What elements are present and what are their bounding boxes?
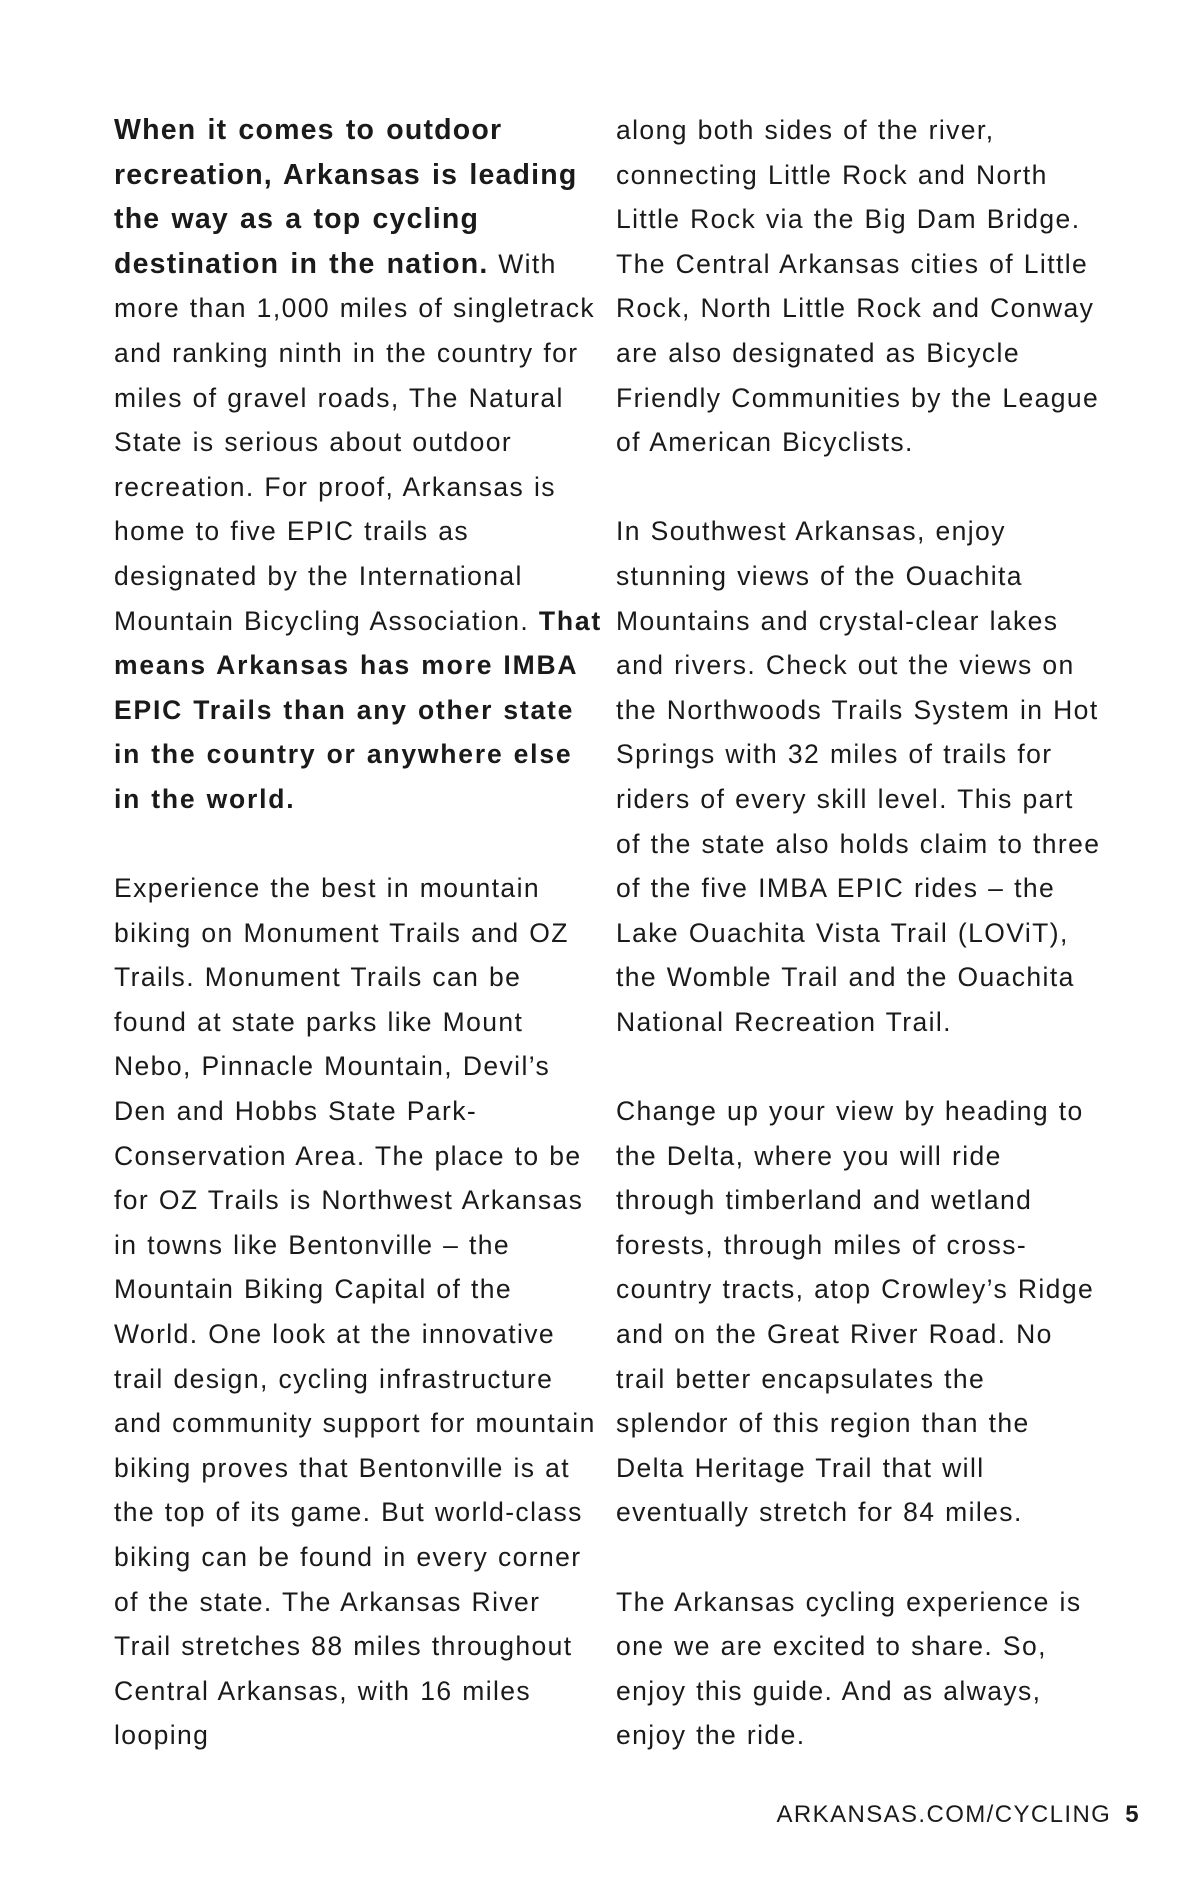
intro-body-text: With more than 1,000 miles of singletrack and ranking ninth in the country for miles of gravel roads, The Natural State is serious about outdoor recreation. For proof, Arkansas is home to five EPIC trails as designated by the International Mountain Bicycling Association. (114, 248, 596, 636)
right-column (616, 108, 1106, 1758)
river-trail-continued-paragraph: along both sides of the river, connecting Little Rock and North Little Rock via the Big Dam Bridge. The Central Arkansas cities of Little Rock, North Little Rock and Conway are also designated as Bicycle Friendly Communities by the League of American Bicyclists. (616, 115, 1100, 458)
footer-url: ARKANSAS.COM/CYCLING (776, 1801, 1112, 1828)
delta-paragraph: Change up your view by heading to the Delta, where you will ride through timberland and wetland forests, through miles of cross-country tracts, atop Crowley’s Ridge and on the Great River Road. No trail better encapsulates the splendor of this region than the Delta Heritage Trail that will eventually stretch for 84 miles. (616, 1096, 1095, 1528)
intro-emphasis-bold: That means Arkansas has more IMBA EPIC Trails than any other state in the country or anywhere else in the world. (114, 605, 603, 814)
left-column (114, 108, 604, 1758)
intro-paragraph (114, 108, 604, 822)
monument-oz-trails-paragraph: Experience the best in mountain biking on Monument Trails and OZ Trails. Monument Trails can be found at state parks like Mount Nebo, Pinnacle Mountain, Devil’s Den and Hobbs State Park-Conservation Area. The place to be for OZ Trails is Northwest Arkansas in towns like Bentonville – the Mountain Biking Capital of the World. One look at the innovative trail design, cycling infrastructure and community support for mountain biking proves that Bentonville is at the top of its game. But world-class biking can be found in every corner of the state. The Arkansas River Trail stretches 88 miles throughout Central Arkansas, with 16 miles looping (114, 873, 596, 1751)
intro-lead-bold: When it comes to outdoor recreation, Arkansas is leading the way as a top cycling destination in the nation. (114, 114, 578, 280)
page-number: 5 (1125, 1801, 1140, 1828)
southwest-arkansas-paragraph: In Southwest Arkansas, enjoy stunning views of the Ouachita Mountains and crystal-clear lakes and rivers. Check out the views on the Northwoods Trails System in Hot Springs with 32 miles of trails for riders of every skill level. This part of the state also holds claim to three of the five IMBA EPIC rides – the Lake Ouachita Vista Trail (LOViT), the Womble Trail and the Ouachita National Recreation Trail. (616, 516, 1101, 1037)
page-footer (777, 1800, 1140, 1830)
closing-paragraph: The Arkansas cycling experience is one we are excited to share. So, enjoy this guide. And as always, enjoy the ride. (616, 1586, 1082, 1751)
